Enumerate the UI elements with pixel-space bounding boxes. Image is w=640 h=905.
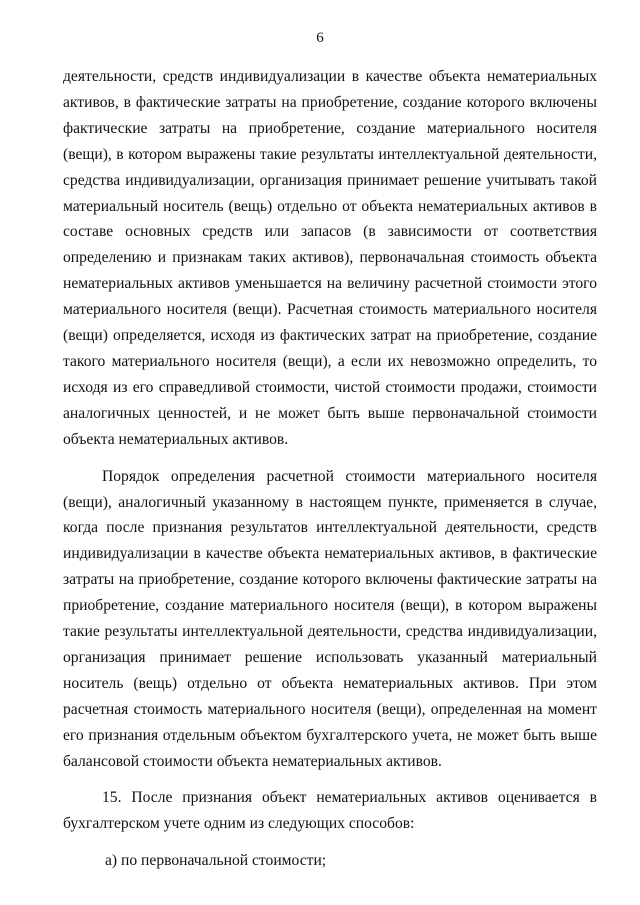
paragraph-clause-15: 15. После признания объект нематериальных активов оценивается в бухгалтерском учете одним из следующих способов: (63, 789, 597, 833)
list-item-a: а) по первоначальной стоимости; (105, 852, 327, 870)
paragraph-calculation-order: Порядок определения расчетной стоимости материального носителя (вещи), аналогичный указанному в настоящем пункте, применяется в случае, когда после признания результатов интеллектуальной деятельности, средств индивидуализации в качестве объекта нематериальных активов, в фактические затраты на приобретение, создание которого включены фактические затраты на приобретение, создание материального носителя (вещи), в котором выражены такие результаты интеллектуальной деятельности, средства индивидуализации, организация принимает решение использовать указанный материальный носитель (вещь) отдельно от объекта нематериальных активов. При этом расчетная стоимость материального носителя (вещи), определенная на момент его признания отдельным объектом бухгалтерского учета, не может быть выше балансовой стоимости объекта нематериальных активов. (63, 467, 597, 770)
paragraph-continuation: деятельности, средств индивидуализации в качестве объекта нематериальных активов, в фактические затраты на приобретение, создание которого включены фактические затраты на приобретение, создание материального носителя (вещи), в котором выражены такие результаты интеллектуальной деятельности, средства индивидуализации, организация принимает решение учитывать такой материальный носитель (вещь) отдельно от объекта нематериальных активов в составе основных средств или запасов (в зависимости от соответствия определению и признакам таких активов), первоначальная стоимость объекта нематериальных активов уменьшается на величину расчетной стоимости этого материального носителя (вещи). Расчетная стоимость материального носителя (вещи) определяется, исходя из фактических затрат на приобретение, создание такого материального носителя (вещи), а если их невозможно определить, то исходя из его справедливой стоимости, чистой стоимости продажи, стоимости аналогичных ценностей, и не может быть выше первоначальной стоимости объекта нематериальных активов. (63, 68, 597, 448)
document-body (63, 64, 597, 874)
page-number: 6 (316, 30, 324, 46)
